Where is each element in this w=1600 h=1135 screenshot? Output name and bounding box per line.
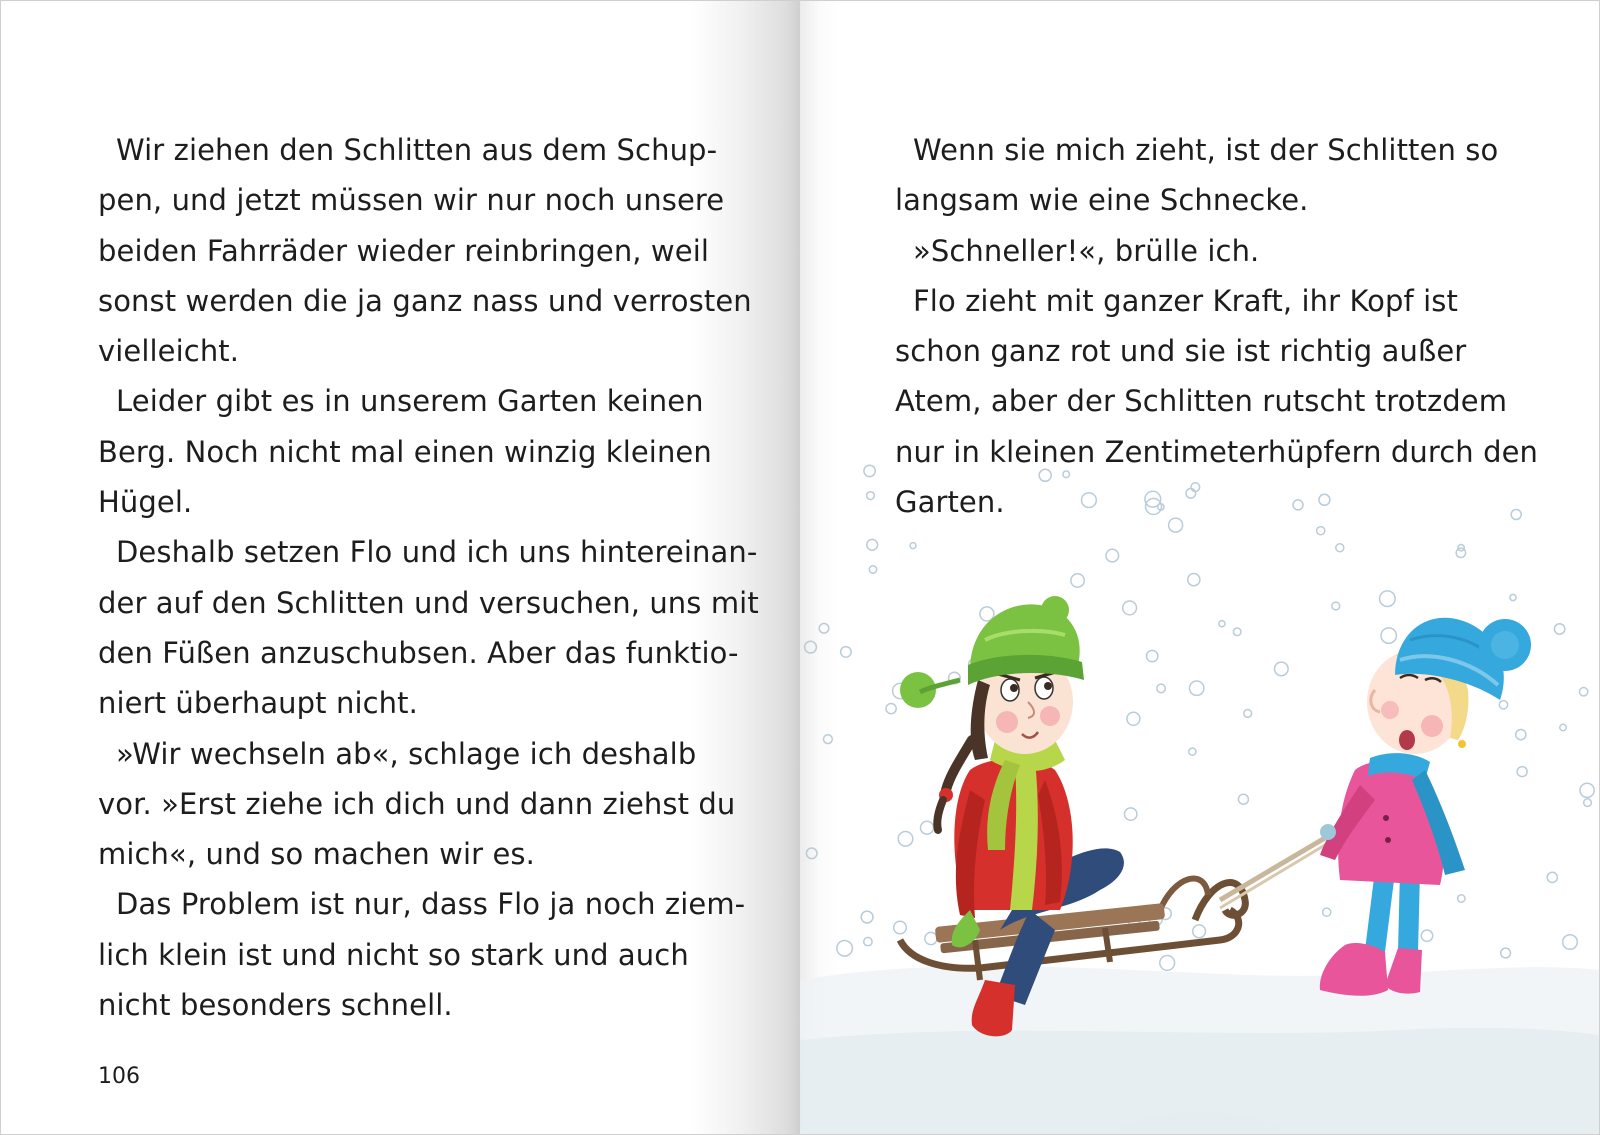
- snowflake: [1238, 794, 1248, 804]
- text-line: Wenn sie mich zieht, ist der Schlitten so: [913, 133, 1499, 167]
- snowflake: [1584, 799, 1592, 807]
- snowflake: [806, 848, 817, 859]
- snowflake: [1510, 594, 1516, 600]
- snowflake: [1517, 767, 1527, 777]
- snowflake: [1511, 510, 1521, 520]
- text-line: niert überhaupt nicht.: [98, 686, 418, 721]
- text-line: nicht besonders schnell.: [98, 988, 453, 1023]
- text-line: Flo zieht mit ganzer Kraft, ihr Kopf ist: [913, 283, 1458, 318]
- snowflake: [1293, 500, 1303, 510]
- snowflake: [1125, 808, 1137, 820]
- snowflake: [1147, 650, 1158, 661]
- snowflake: [1580, 783, 1594, 797]
- left-page-text: [98, 125, 759, 1030]
- text-line: den Füßen anzuschubsen. Aber das funktio-: [98, 635, 739, 670]
- snowflake: [1319, 494, 1330, 505]
- snowflake: [841, 647, 852, 658]
- snowflake: [1332, 602, 1340, 610]
- snowflake: [819, 624, 829, 634]
- snowflake: [867, 492, 875, 500]
- text-line: pen, und jetzt müssen wir nur noch unsere: [98, 183, 725, 218]
- snowflake: [869, 566, 876, 573]
- text-line: Garten.: [895, 485, 1005, 520]
- snowflake: [886, 704, 896, 714]
- snowflake: [980, 607, 994, 621]
- snowflake: [1547, 872, 1557, 882]
- snowflake: [805, 641, 817, 653]
- text-line: »Wir wechseln ab«, schlage ich deshalb: [116, 736, 697, 771]
- snowflake: [824, 735, 833, 744]
- snowflake: [1381, 628, 1396, 643]
- snowflake: [1323, 908, 1331, 916]
- snow-ground: [800, 918, 1600, 1135]
- snowflake: [1188, 574, 1200, 586]
- text-line: vielleicht.: [98, 334, 240, 369]
- text-line: lich klein ist und nicht so stark und auch: [98, 937, 689, 972]
- snowflake: [861, 911, 873, 923]
- text-line: Berg. Noch nicht mal einen winzig kleinen: [98, 434, 712, 469]
- snowflake: [910, 543, 916, 549]
- page-number: 106: [98, 1064, 140, 1089]
- snowflake: [1127, 712, 1140, 725]
- snowflake: [1516, 730, 1526, 740]
- snowflake: [1190, 681, 1204, 695]
- text-line: Deshalb setzen Flo und ich uns hintereinan-: [116, 535, 758, 570]
- snowflake: [1106, 549, 1119, 562]
- text-line: Wir ziehen den Schlitten aus dem Schup-: [116, 133, 718, 167]
- snowflake: [1039, 469, 1051, 481]
- sled-illustration: [800, 440, 1600, 1135]
- text-line: »Schneller!«, brülle ich.: [913, 233, 1260, 268]
- snowflake: [1233, 628, 1241, 636]
- snowflake: [1317, 527, 1325, 535]
- text-line: der auf den Schlitten und versuchen, uns mit: [98, 585, 759, 620]
- text-line: nur in kleinen Zentimeterhüpfern durch den: [895, 434, 1539, 469]
- snowflake: [1244, 710, 1252, 718]
- snowflake: [1380, 591, 1396, 607]
- snowflake: [864, 465, 875, 476]
- text-line: Hügel.: [98, 485, 193, 520]
- text-line: vor. »Erst ziehe ich dich und dann ziehst du: [98, 786, 736, 821]
- snowflake: [1157, 684, 1166, 693]
- snowflake: [1123, 601, 1137, 615]
- right-page: [800, 0, 1600, 1135]
- snowflake: [1071, 574, 1084, 587]
- snowflakes: [805, 465, 1595, 970]
- text-line: sonst werden die ja ganz nass und verrosten: [98, 283, 752, 318]
- text-line: schon ganz rot und sie ist richtig außer: [895, 334, 1467, 369]
- text-line: Das Problem ist nur, dass Flo ja noch ziem-: [116, 887, 746, 922]
- snowflake: [1579, 688, 1587, 696]
- snowflake: [1336, 544, 1344, 552]
- snowflake: [1499, 701, 1507, 709]
- text-line: mich«, und so machen wir es.: [98, 837, 535, 872]
- snowflake: [1458, 895, 1465, 902]
- snowflake: [1186, 489, 1196, 499]
- snowflake: [1560, 724, 1566, 730]
- text-line: beiden Fahrräder wieder reinbringen, weil: [98, 233, 710, 268]
- snowflake: [1554, 624, 1564, 634]
- snowflake: [1456, 548, 1465, 557]
- snowflake: [921, 821, 934, 834]
- snowflake: [1189, 748, 1196, 755]
- snowflake: [867, 539, 878, 550]
- snowflake: [1219, 621, 1225, 627]
- snowflake: [1063, 471, 1070, 478]
- snowflake: [1275, 662, 1289, 676]
- snowflake: [898, 832, 913, 847]
- text-line: Leider gibt es in unserem Garten keinen: [116, 384, 704, 419]
- text-line: langsam wie eine Schnecke.: [895, 183, 1309, 218]
- snowflake: [1169, 518, 1183, 532]
- text-line: Atem, aber der Schlitten rutscht trotzdem: [895, 384, 1508, 419]
- snowflake: [1082, 493, 1097, 508]
